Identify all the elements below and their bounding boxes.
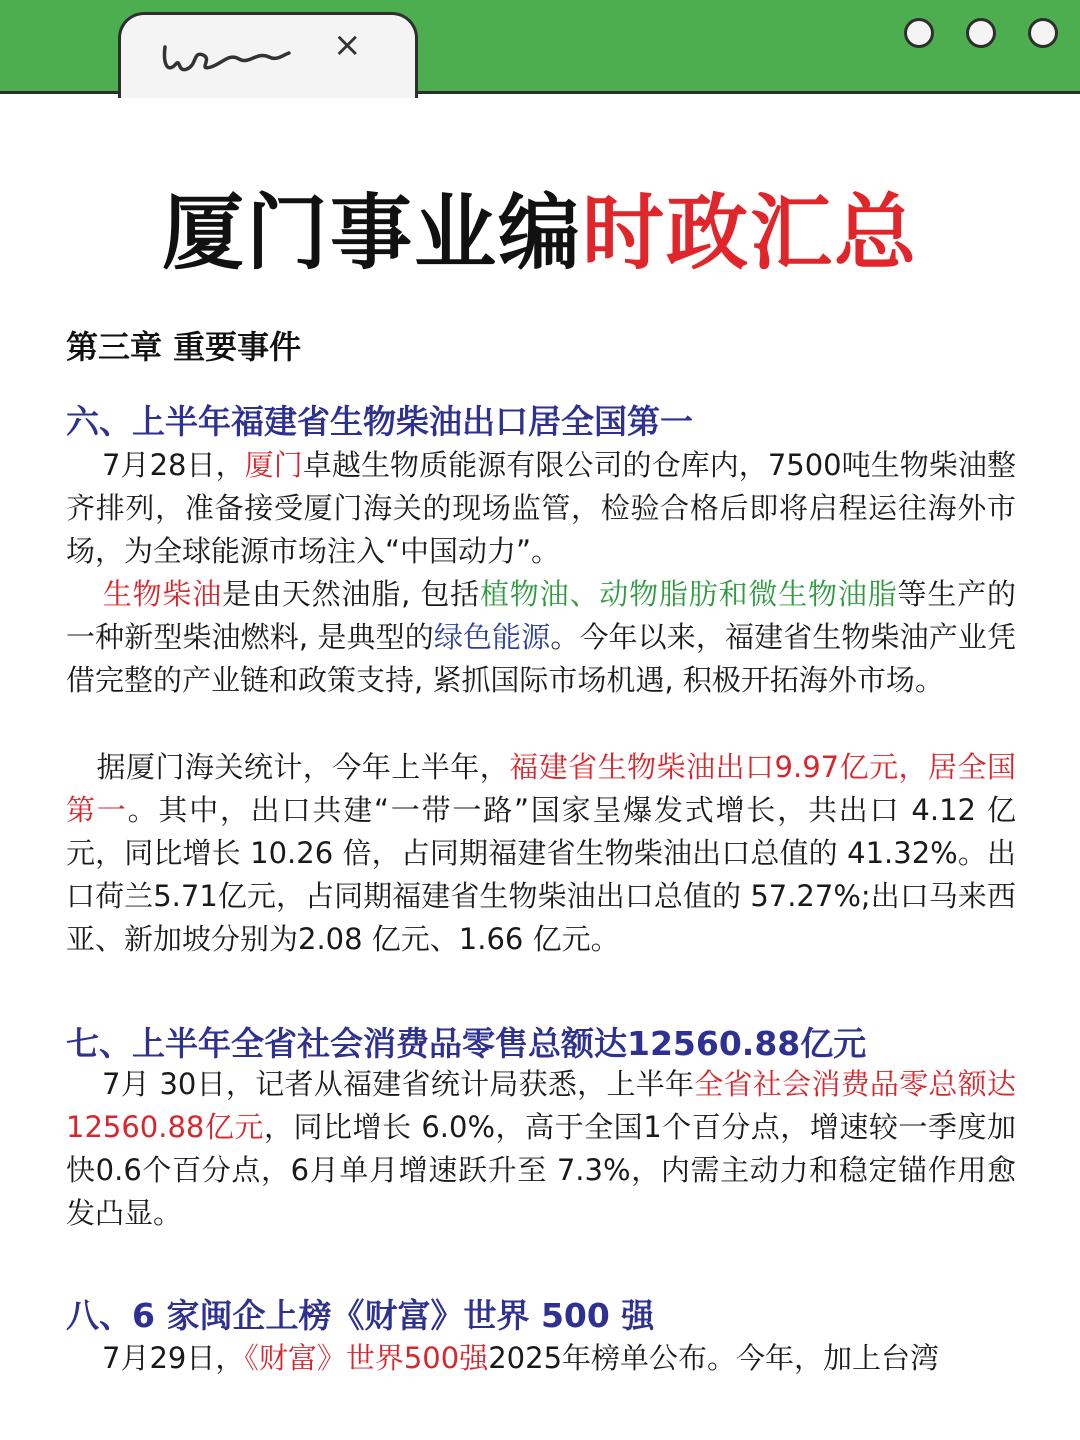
section-8-paragraph-1 [66,1337,1016,1380]
section-6-paragraph-1 [66,444,1016,573]
section-7-paragraph-1 [66,1063,1016,1235]
window-controls [904,18,1058,48]
s6-p3-text2: 。其中，出口共建“一带一路”国家呈爆发式增长，共出口 4.12 亿元，同比增长 10.26 倍，占同期福建省生物柴油出口总值的 41.32%。出口荷兰5.71亿元，占同期福建省生物柴油出口总值的 57.27%;出口马来西亚、新加坡分别为2.08 亿元、1.66 亿元。 [66,793,1016,956]
s6-p1-body: 卓越生物质能源有限公司的仓库内，7500吨生物柴油整齐排列，准备接受厦门海关的现场监管，检验合格后即将启程运往海外市场，为全球能源市场注入“中国动力”。 [66,448,1016,568]
s6-p2-text3: 。今年以来，福建省生物柴油产业凭借完整的产业链和政策支持, 紧抓国际市场机遇, 积极开拓海外市场。 [66,620,1016,697]
s6-p3-text1: 据厦门海关统计，今年上半年， [96,750,510,784]
section-6-heading: 六、上半年福建省生物柴油出口居全国第一 [66,402,693,441]
s6-p2-text1: 是由天然油脂, 包括 [222,577,480,611]
s6-p2-term: 生物柴油 [102,577,223,611]
page-title-black: 厦门事业编 [161,186,582,281]
s7-p1-highlight: 全省社会消费品零总额达12560.88亿元 [66,1067,1016,1144]
s6-p2-blue: 绿色能源 [433,620,551,654]
window-dot-1[interactable] [904,18,934,48]
s8-p1-text: 2025年榜单公布。今年，加上台湾 [488,1341,940,1375]
scribble-icon [157,33,297,79]
window-dot-3[interactable] [1028,18,1058,48]
s6-p2-text2: 等生产的一种新型柴油燃料, 是典型的 [66,577,1016,654]
section-7-heading: 七、上半年全省社会消费品零售总额达12560.88亿元 [66,1024,867,1063]
section-6-paragraph-2 [66,573,1016,702]
chapter-heading: 第三章 重要事件 [66,328,302,366]
s6-p3-highlight: 福建省生物柴油出口9.97亿元，居全国第一 [66,750,1016,827]
s7-p1-text2: ，同比增长 6.0%，高于全国1个百分点，增速较一季度加快0.6个百分点，6月单月增速跃升至 7.3%，内需主动力和稳定锚作用愈发凸显。 [66,1110,1016,1230]
section-6-paragraph-3 [66,746,1016,961]
s6-p1-highlight: 厦门 [244,448,303,482]
s6-p1-date: 7月28日， [102,448,245,482]
page-title [0,168,1080,285]
section-8-heading: 八、6 家闽企上榜《财富》世界 500 强 [66,1296,655,1335]
browser-tab[interactable] [118,12,418,98]
window-dot-2[interactable] [966,18,996,48]
page-title-red: 时政汇总 [582,186,919,281]
s8-p1-highlight: 《财富》世界500强 [244,1341,489,1375]
s6-p2-green: 植物油、动物脂肪和微生物油脂 [479,577,898,611]
s8-p1-date: 7月29日， [102,1341,245,1375]
browser-top-bar [0,0,1080,94]
s7-p1-text1: 7月 30日，记者从福建省统计局获悉，上半年 [102,1067,695,1101]
tab-close-icon[interactable]: × [333,25,362,65]
